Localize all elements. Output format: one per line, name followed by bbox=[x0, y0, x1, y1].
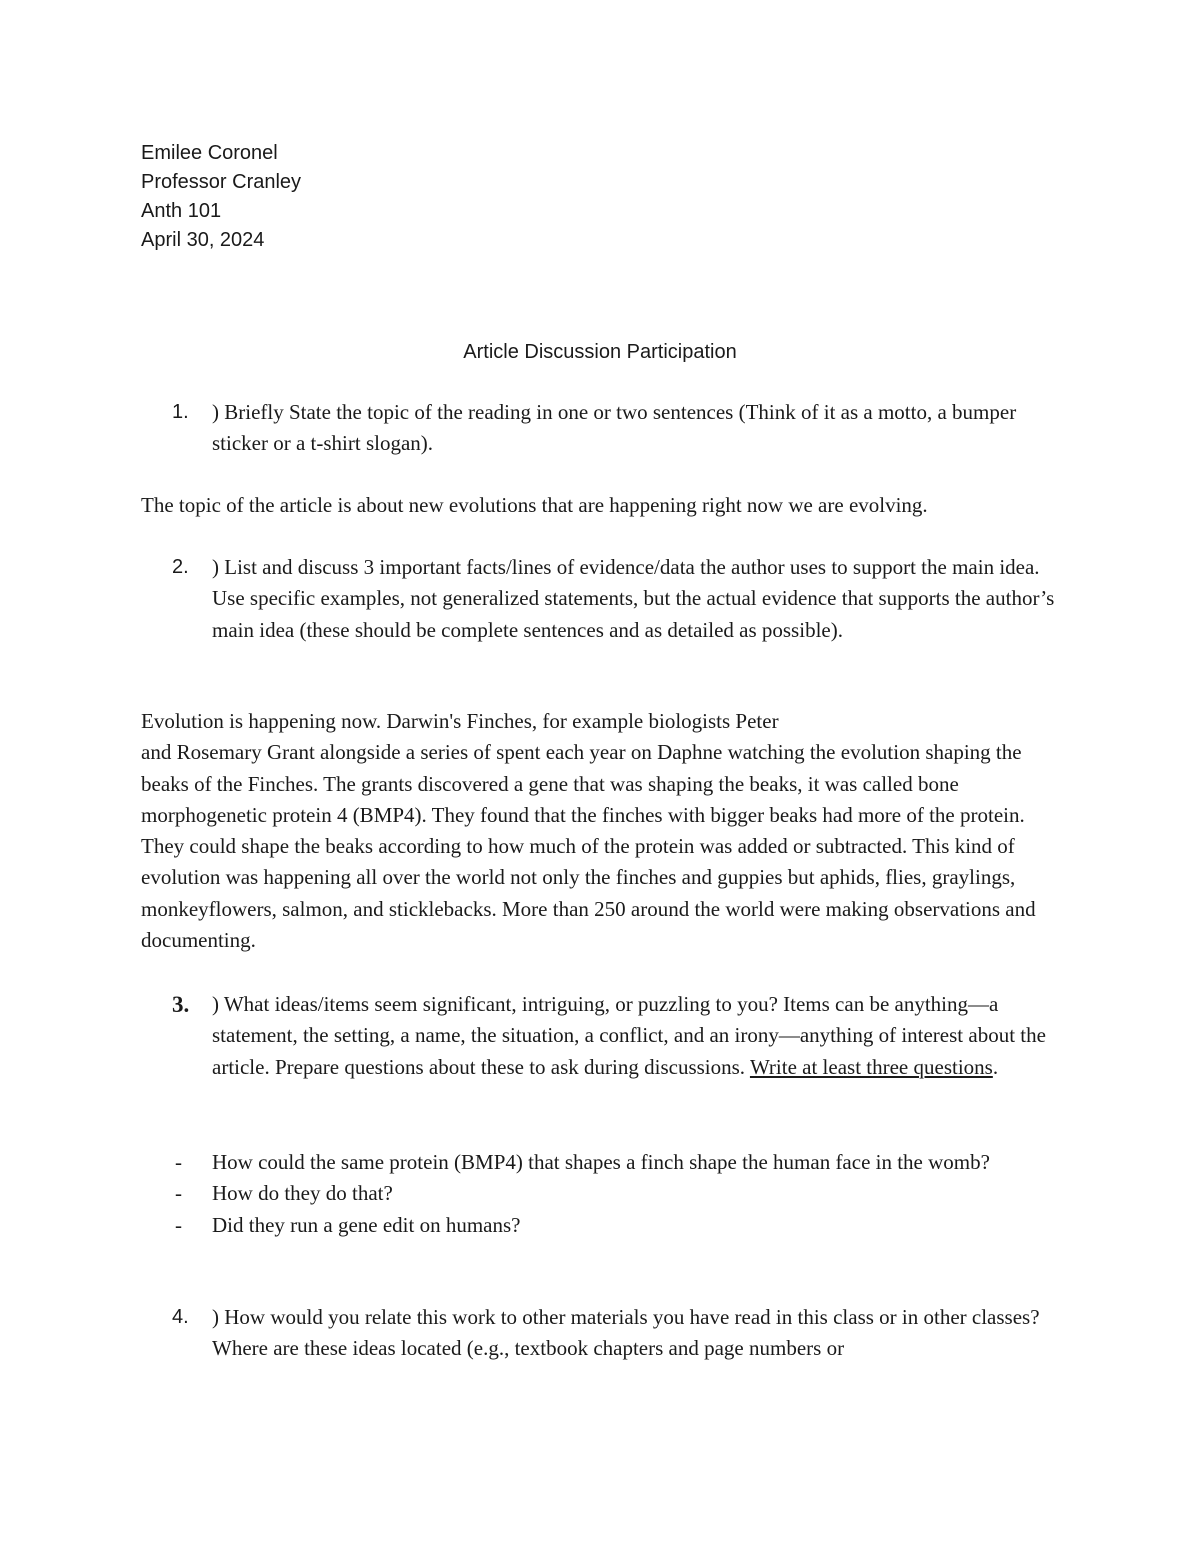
question-number: 3. bbox=[172, 992, 190, 1017]
list-item-text: How do they do that? bbox=[212, 1181, 393, 1206]
list-item bbox=[141, 1210, 1071, 1241]
professor-name: Professor Cranley bbox=[141, 171, 302, 193]
question-number: 2. bbox=[172, 556, 189, 578]
question-3 bbox=[141, 989, 1071, 1083]
document-header bbox=[141, 139, 301, 255]
question-1 bbox=[141, 397, 1071, 460]
answer-2-first-line: Evolution is happening now. Darwin's Finches, for example biologists Peter bbox=[141, 709, 779, 733]
question-2 bbox=[141, 552, 1071, 646]
course-name: Anth 101 bbox=[141, 200, 222, 222]
list-item bbox=[141, 1178, 1071, 1209]
question-number: 1. bbox=[172, 401, 189, 423]
question-number: 4. bbox=[172, 1306, 189, 1328]
answer-2 bbox=[141, 706, 1071, 956]
question-text-main: ) What ideas/items seem significant, intriguing, or puzzling to you? Items can be anything—a statement, the setting, a name, the situation, a conflict, and an irony—anything of interest about the article. Prepare questions about these to ask during discussions. bbox=[212, 992, 1046, 1079]
list-item bbox=[141, 1147, 1071, 1178]
question-text bbox=[212, 989, 1071, 1083]
question-list bbox=[141, 1147, 1071, 1241]
dash-bullet: - bbox=[175, 1181, 182, 1206]
question-text: ) How would you relate this work to other materials you have read in this class or in other classes? Where are these ideas located (e.g., textbook chapters and page numbers or bbox=[212, 1305, 1040, 1361]
document-title: Article Discussion Participation bbox=[463, 341, 737, 363]
dash-bullet: - bbox=[175, 1150, 182, 1174]
question-4 bbox=[141, 1302, 1071, 1365]
list-item-text: How could the same protein (BMP4) that shapes a finch shape the human face in the womb? bbox=[212, 1150, 990, 1174]
question-text-underlined: Write at least three questions bbox=[749, 1054, 993, 1079]
student-name: Emilee Coronel bbox=[141, 142, 278, 164]
dash-bullet: - bbox=[175, 1212, 182, 1237]
document-date: April 30, 2024 bbox=[141, 229, 265, 251]
answer-1: The topic of the article is about new evolutions that are happening right now we are evolving. bbox=[141, 493, 928, 517]
answer-2-body: and Rosemary Grant alongside a series of spent each year on Daphne watching the evolution shaping the beaks of the Finches. The grants discovered a gene that was shaping the beaks, it was called bone morphogenetic protein 4 (BMP4). They found that the finches with bigger beaks had more of the protein. They could shape the beaks according to how much of the protein was added or subtracted. This kind of evolution was happening all over the world not only the finches and guppies but aphids, flies, graylings, monkeyflowers, salmon, and sticklebacks. More than 250 around the world were making observations and documenting. bbox=[141, 740, 1036, 953]
question-text: ) Briefly State the topic of the reading in one or two sentences (Think of it as a motto, a bumper sticker or a t-shirt slogan). bbox=[212, 400, 1017, 456]
list-item-text: Did they run a gene edit on humans? bbox=[212, 1212, 521, 1237]
question-text: ) List and discuss 3 important facts/lines of evidence/data the author uses to support the main idea. Use specific examples, not generalized statements, but the actual evidence that supports the author’s main idea (these should be complete sentences and as detailed as possible). bbox=[212, 555, 1055, 642]
question-text-end: . bbox=[992, 1054, 999, 1079]
